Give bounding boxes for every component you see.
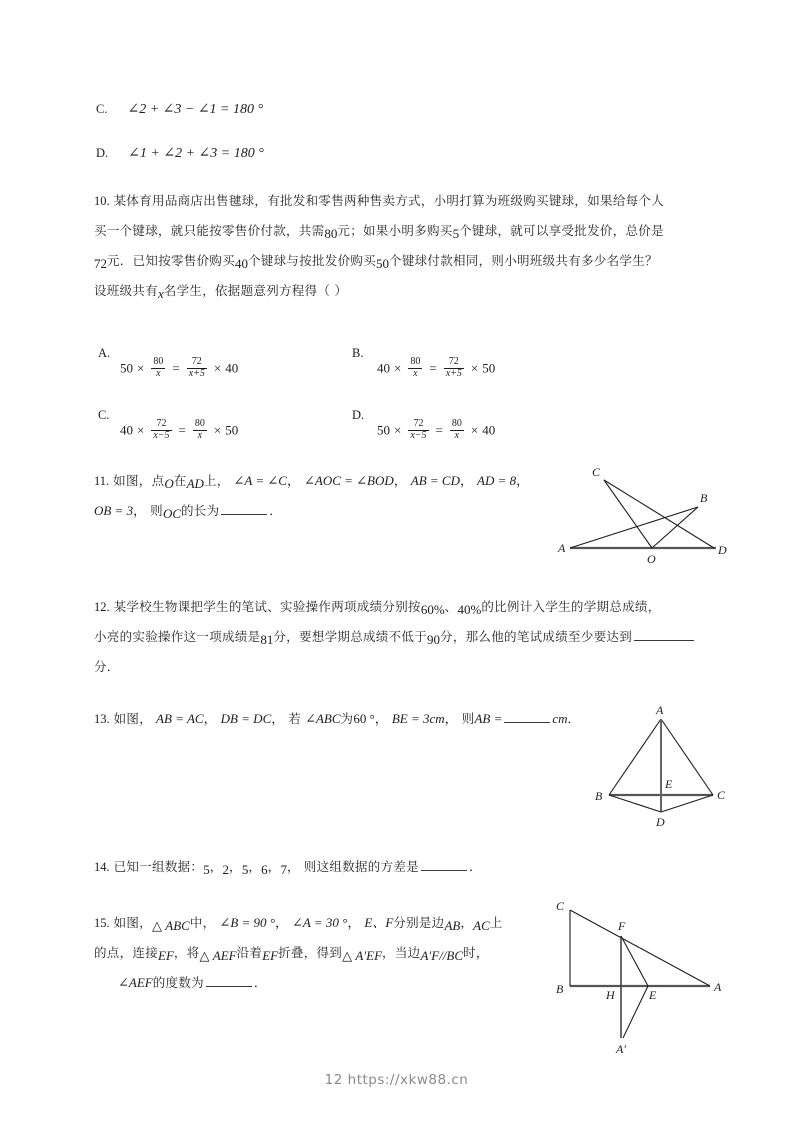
q10-line-1 [94, 186, 734, 216]
fig-q15 [548, 898, 748, 1080]
q10a-lhs-den: x [151, 368, 165, 380]
q10-option-b[interactable] [352, 344, 363, 362]
question-11 [94, 466, 544, 526]
q15-text-c: 分别是边 [393, 915, 445, 930]
q14-data-4: 7 [280, 862, 287, 877]
q10b-rhs-num: 72 [448, 356, 459, 367]
times-icon-7: × [394, 422, 402, 438]
q12-line-2 [94, 622, 744, 652]
q10a-rhs-frac [187, 357, 207, 379]
q12-text-3: 的比例计入学生的学期总成绩， [481, 599, 661, 614]
q11-cond-1: ∠A = ∠C [233, 473, 287, 488]
q10-text-5: 元．已知按零售价购买 [107, 253, 236, 268]
q15-number: 15. [94, 916, 110, 930]
fig-q11-label-o: O [647, 552, 656, 566]
q13-angle-name: ∠ABC [305, 711, 341, 726]
q15-cond-1: ∠B = 90 ° [219, 915, 276, 930]
q13-text-c: 为 [340, 711, 354, 726]
question-13 [94, 704, 581, 734]
q11-text-d: 则 [150, 503, 163, 518]
fig-q15-label-c: C [556, 899, 565, 913]
q10-text-1: 某体育用品商店出售毽球，有批发和零售两种售卖方式，小明打算为班级购买键球，如果给每个人 [113, 193, 665, 208]
fig-q13 [586, 700, 736, 828]
fig-q15-label-e: E [649, 988, 657, 1002]
times-icon-4: × [470, 360, 479, 376]
q13-text-e: ． [567, 711, 581, 726]
fig-q11-label-c: C [592, 465, 601, 479]
q10-option-a[interactable] [98, 344, 110, 362]
q15-seg-ef: EF [158, 948, 174, 963]
fig-q15-label-a: A [714, 980, 722, 994]
q10a-rhs-den: x+5 [188, 367, 205, 379]
q10-option-b-letter: B. [352, 346, 364, 360]
q10a-lhs-num: 80 [153, 356, 164, 367]
fig-q15-label-h: H [606, 988, 615, 1002]
fig-q11-label-a: A [558, 541, 566, 555]
q11-text-e: 的长为 [181, 503, 220, 518]
q14-answer-blank[interactable] [421, 859, 467, 871]
q13-text-b: 若 [288, 711, 302, 726]
page-footer: 12 https://xkw88.cn [324, 1072, 469, 1088]
q13-number: 13. [94, 712, 110, 726]
q10c-lhs-den: x−5 [153, 429, 170, 441]
equals-icon-3: = [178, 422, 186, 438]
fig-q13-label-d: D [656, 815, 665, 828]
choice-option-c-top[interactable] [96, 100, 263, 118]
choice-text-d: ∠1 + ∠2 + ∠3 = 180 ° [128, 146, 264, 161]
q13-cond-3: BE = 3cm [391, 711, 445, 726]
q10d-rhs-den: x [450, 430, 464, 442]
q15-text-f: 将 [186, 945, 200, 960]
q13-text-a: 如图， [113, 711, 153, 726]
q11-target: OC [162, 506, 181, 521]
times-icon-5: × [137, 422, 145, 438]
q12-line-1 [94, 592, 744, 622]
q15-text-a: 如图， [113, 915, 153, 930]
q11-line-1: 11. 如图，点O在AD上， ∠A = ∠C， ∠AOC = ∠BOD， AB = CD， AD = 8， [94, 473, 530, 491]
q10a-lhs-coef: 50 [120, 360, 133, 376]
q11-text-a: 如图，点 [113, 473, 165, 488]
q13-line-1: 13. 如图， AB = AC， DB = DC， 若 ∠ABC为60 °， BE = 3cm， 则AB = cm． [94, 711, 581, 726]
q10d-rhs-num: 80 [451, 418, 462, 429]
q11-answer-blank[interactable] [221, 503, 267, 515]
q13-cond-2: DB = DC [220, 711, 272, 726]
q15-parallel-cond: A′F//BC [420, 948, 464, 963]
q15-tri-aef2: △ A′EF [342, 948, 383, 963]
q14-line-1: 14. 已知一组数据：5，2，5，6，7， 则这组数据的方差是 ． [94, 859, 482, 877]
q15-fold-along: EF [262, 948, 279, 963]
q10b-lhs-frac [408, 357, 422, 379]
times-icon-8: × [470, 422, 479, 438]
q11-cond-3: AB = CD [410, 473, 460, 488]
fig-q11-label-d: D [718, 543, 727, 557]
question-12 [94, 592, 744, 682]
q13-text-d: 则 [461, 711, 475, 726]
q13-cond-1: AB = AC [156, 711, 204, 726]
q15-text-d: 上 [489, 915, 503, 930]
q12-weight-experiment: 40% [457, 602, 482, 617]
q10a-rhs-coef: 40 [225, 360, 239, 376]
q10c-lhs-coef: 40 [120, 422, 133, 438]
fig-q15-label-b: B [556, 982, 564, 996]
q10-option-d-expr [377, 420, 495, 442]
q10b-lhs-den: x [408, 368, 422, 380]
q10-text-3: 元；如果小明多购买 [337, 223, 453, 238]
q10-option-d[interactable] [352, 406, 364, 424]
q15-text-b: 中， [189, 915, 216, 930]
fig-q15-label-f: F [618, 919, 626, 933]
q12-experiment-score: 81 [260, 632, 274, 647]
q10d-lhs-coef: 50 [377, 422, 390, 438]
q12-min-total: 90 [427, 632, 441, 647]
q10d-lhs-num: 72 [413, 418, 424, 429]
q11-text-b: 在 [173, 473, 187, 488]
q15-tri-aef: △ AEF [199, 948, 237, 963]
q15-line-2: 的点，连接EF，将△ AEF沿着EF折叠，得到△ A′EF，当边A′F//BC时， [94, 945, 489, 963]
q15-side-ab: AB [444, 918, 461, 933]
q10-line-4 [94, 276, 734, 306]
q15-answer-blank[interactable] [206, 975, 252, 987]
q10-value-extra-balls: 5 [452, 226, 460, 241]
q10-option-a-expr [120, 358, 238, 380]
q10-text-9: 名学生，依据题意列方程得（ ） [163, 283, 348, 298]
q15-line-1: 15. 如图，△ ABC中， ∠B = 90 °， ∠A = 30 °， E、F分别是边AB，AC上 [94, 915, 503, 933]
q10-text-6: 个键球与按批发价购买 [248, 253, 377, 268]
q15-points-ef: E、F [364, 915, 394, 930]
times-icon-2: × [213, 360, 222, 376]
fig-q15-label-a-prime: A′ [616, 1042, 626, 1056]
q15-text-g: 沿着 [236, 945, 263, 960]
q11-cond-5: OB = 3 [94, 503, 134, 518]
q10c-rhs-coef: 50 [225, 422, 239, 438]
q10b-rhs-frac [444, 357, 464, 379]
q12-text-4: 小亮的实验操作这一项成绩是 [94, 629, 261, 644]
q12-text-6: 分，那么他的笔试成绩至少要达到 [440, 629, 633, 644]
q10d-lhs-den: x−5 [410, 429, 427, 441]
q15-side-ac: AC [473, 918, 490, 933]
choice-text-c: ∠2 + ∠3 − ∠1 = 180 ° [127, 102, 264, 117]
fig-q13-label-e: E [665, 777, 673, 791]
q10-text-2: 买一个键球，就只能按零售价付款，共需 [94, 223, 325, 238]
q11-line-2: OB = 3， 则OC的长为 ． [94, 503, 283, 521]
choice-letter-c: C. [96, 102, 108, 116]
q15-text-k: 的度数为 [152, 975, 204, 990]
q13-target: AB = [474, 711, 503, 726]
q15-text-h: 折叠，得到 [278, 945, 343, 960]
question-15 [94, 908, 574, 998]
q10b-rhs-den: x+5 [445, 367, 462, 379]
q10-unknown: x [158, 286, 164, 301]
times-icon-6: × [213, 422, 222, 438]
q11-number: 11. [94, 474, 110, 488]
q12-answer-blank[interactable] [634, 629, 694, 641]
q12-line-3 [94, 652, 744, 682]
fig-q11 [548, 458, 738, 573]
q11-seg-ad: AD [186, 476, 204, 491]
q10c-rhs-num: 80 [194, 418, 205, 429]
question-14 [94, 852, 564, 882]
q12-number: 12. [94, 600, 110, 614]
q10-line-2 [94, 216, 734, 246]
q10-text-4: 个键球，就可以享受批发价，总价是 [459, 223, 664, 238]
q10a-lhs-frac [151, 357, 165, 379]
q10a-rhs-num: 72 [191, 356, 202, 367]
q14-text-c: ． [469, 859, 482, 874]
fig-q13-label-a: A [656, 703, 664, 717]
q15-line-3 [94, 968, 574, 998]
q10d-rhs-frac [450, 419, 464, 441]
q10-option-d-letter: D. [352, 408, 365, 422]
q11-text-f: ． [269, 503, 283, 518]
q14-data-2: 5 [241, 862, 249, 877]
question-10 [94, 186, 734, 306]
q14-data-1: 2 [222, 862, 230, 877]
fig-q11-label-b: B [700, 491, 708, 505]
times-icon-3: × [394, 360, 402, 376]
q15-tri-abc: △ ABC [152, 918, 190, 933]
q10-option-c-expr [120, 420, 238, 442]
q11-point-o: O [164, 476, 174, 491]
q10c-lhs-num: 72 [156, 418, 167, 429]
choice-option-d-top[interactable] [96, 144, 264, 162]
q15-text-e: 的点，连接 [94, 945, 159, 960]
q10c-rhs-frac [193, 419, 207, 441]
q10-option-a-letter: A. [98, 346, 111, 360]
q10-value-wholesale-total: 72 [94, 256, 107, 271]
q12-text-2: 、 [444, 599, 458, 614]
q10-value-wholesale-count: 50 [376, 256, 390, 271]
q10b-lhs-num: 80 [410, 356, 421, 367]
q10d-rhs-coef: 40 [482, 422, 496, 438]
q10b-rhs-coef: 50 [482, 360, 496, 376]
q12-text-7: 分． [94, 659, 120, 674]
q13-unit: cm [552, 711, 568, 726]
q15-text-i: 当边 [394, 945, 421, 960]
q12-text-5: 分，要想学期总成绩不低于 [273, 629, 428, 644]
q10-option-b-expr [377, 358, 495, 380]
q10-value-retail-total: 80 [324, 226, 338, 241]
q15-text-j: 时， [463, 945, 489, 960]
fig-q13-label-b: B [595, 789, 603, 803]
equals-icon: = [172, 360, 180, 376]
q15-cond-2: ∠A = 30 ° [292, 915, 348, 930]
q11-cond-4: AD = 8 [477, 473, 517, 488]
equals-icon-4: = [435, 422, 443, 438]
q15-text-l: ． [253, 975, 267, 990]
q10c-rhs-den: x [193, 430, 207, 442]
q10-option-c[interactable] [98, 406, 109, 424]
equals-icon-2: = [429, 360, 437, 376]
times-icon: × [137, 360, 145, 376]
q13-angle-value: 60 ° [353, 711, 375, 726]
q10-text-8: 设班级共有 [94, 283, 159, 298]
q14-number: 14. [94, 860, 110, 874]
q10-line-3 [94, 246, 734, 276]
q11-text-c: 上， [203, 473, 230, 488]
q13-answer-blank[interactable] [504, 711, 550, 723]
q14-data-0: 5 [203, 862, 210, 877]
q15-angle-aef: ∠AEF [118, 975, 153, 990]
q10-text-7: 个键球付款相同，则小明班级共有多少名学生？ [389, 253, 658, 268]
q14-text-b: 则这组数据的方差是 [303, 859, 419, 874]
q10-value-retail-count: 40 [235, 256, 249, 271]
q12-text-1: 某学校生物课把学生的笔试、实验操作两项成绩分别按 [113, 599, 421, 614]
q14-text-a: 已知一组数据： [113, 859, 204, 874]
choice-letter-d: D. [96, 146, 109, 160]
q12-weight-written: 60% [420, 602, 445, 617]
q10d-lhs-frac [408, 419, 428, 441]
q10-option-c-letter: C. [98, 408, 110, 422]
fig-q13-label-c: C [717, 788, 726, 802]
q14-data-3: 6 [261, 862, 268, 877]
q10c-lhs-frac [151, 419, 171, 441]
q10-number: 10. [94, 194, 110, 208]
q11-cond-2: ∠AOC = ∠BOD [303, 473, 394, 488]
q10b-lhs-coef: 40 [377, 360, 390, 376]
